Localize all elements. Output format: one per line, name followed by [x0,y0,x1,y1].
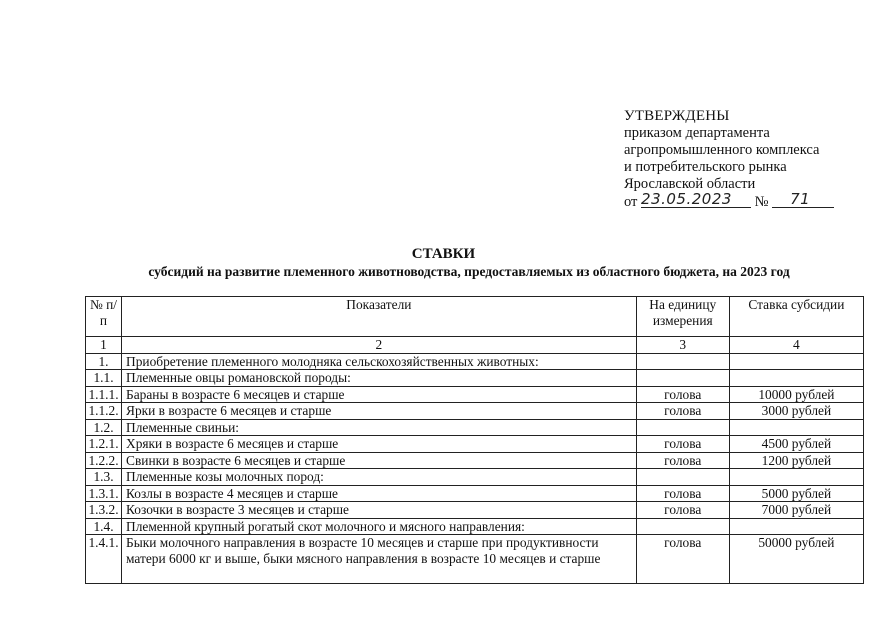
row-rate: 1200 рублей [729,452,863,469]
table-row [86,419,864,436]
row-rate: 10000 рублей [729,386,863,403]
row-unit [636,353,729,370]
row-unit [636,518,729,535]
date-prefix: от [624,194,638,210]
row-unit: голова [636,535,729,584]
approval-line-1: приказом департамента [624,125,770,141]
table-header-row [86,297,864,337]
row-rate [729,469,863,486]
header-unit: На единицу измерения [636,297,729,337]
row-indicator: Приобретение племенного молодняка сельскохозяйственных животных: [122,353,637,370]
table-row [86,452,864,469]
row-num: 1.2.2. [86,452,122,469]
table-row [86,535,864,584]
row-num: 1.1.2. [86,403,122,420]
row-rate [729,370,863,387]
row-num: 1.3. [86,469,122,486]
row-unit: голова [636,485,729,502]
row-rate: 7000 рублей [729,502,863,519]
row-indicator: Ярки в возрасте 6 месяцев и старше [122,403,637,420]
order-number: 71 [790,190,811,208]
row-unit: голова [636,386,729,403]
row-num: 1.3.1. [86,485,122,502]
row-rate: 50000 рублей [729,535,863,584]
row-indicator: Хряки в возрасте 6 месяцев и старше [122,436,637,453]
table-row [86,386,864,403]
row-indicator: Племенной крупный рогатый скот молочного и мясного направления: [122,518,637,535]
column-number: 3 [636,337,729,354]
table-row [86,469,864,486]
header-rate: Ставка субсидии [729,297,863,337]
row-num: 1.3.2. [86,502,122,519]
row-num: 1.1. [86,370,122,387]
row-num: 1.4.1. [86,535,122,584]
approval-heading: УТВЕРЖДЕНЫ [624,108,730,124]
row-rate: 5000 рублей [729,485,863,502]
column-number-row [86,337,864,354]
row-rate: 4500 рублей [729,436,863,453]
table-row [86,370,864,387]
table-row [86,502,864,519]
table-row [86,353,864,370]
approval-line-3: и потребительского рынка [624,159,787,175]
row-num: 1.1.1. [86,386,122,403]
approval-line-2: агропромышленного комплекса [624,142,820,158]
table-row [86,436,864,453]
number-underline [772,191,834,208]
order-date-number-line [624,190,864,211]
row-num: 1.2.1. [86,436,122,453]
row-rate [729,353,863,370]
row-indicator: Племенные свиньи: [122,419,637,436]
row-unit: голова [636,502,729,519]
row-unit: голова [636,403,729,420]
document-subtitle: субсидий на развитие племенного животноводства, предоставляемых из областного бюджета, на 2023 год [148,264,790,279]
row-rate [729,518,863,535]
rates-table [85,296,864,584]
row-num: 1.2. [86,419,122,436]
row-rate: 3000 рублей [729,403,863,420]
row-unit [636,370,729,387]
column-number: 4 [729,337,863,354]
table-row [86,518,864,535]
column-number: 1 [86,337,122,354]
order-date: 23.05.2023 [641,190,732,208]
row-indicator: Козочки в возрасте 3 месяцев и старше [122,502,637,519]
approval-block [624,108,864,211]
row-num: 1. [86,353,122,370]
column-number: 2 [122,337,637,354]
row-indicator: Бараны в возрасте 6 месяцев и старше [122,386,637,403]
row-unit: голова [636,452,729,469]
document-title: СТАВКИ [411,246,476,262]
row-num: 1.4. [86,518,122,535]
row-indicator: Козлы в возрасте 4 месяцев и старше [122,485,637,502]
row-unit: голова [636,436,729,453]
row-unit [636,419,729,436]
row-unit [636,469,729,486]
approval-line-4: Ярославской области [624,176,756,192]
number-prefix: № [754,194,769,210]
row-indicator: Племенные овцы романовской породы: [122,370,637,387]
header-num: № п/п [86,297,122,337]
row-indicator: Племенные козы молочных пород: [122,469,637,486]
header-indicator: Показатели [122,297,637,337]
date-underline [641,191,751,208]
table-row [86,403,864,420]
row-indicator: Быки молочного направления в возрасте 10 месяцев и старше при продуктивности матери 6000 кг и выше, быки мясного направления в возрасте 10 месяцев и старше [122,535,637,584]
row-rate [729,419,863,436]
table-row [86,485,864,502]
row-indicator: Свинки в возрасте 6 месяцев и старше [122,452,637,469]
